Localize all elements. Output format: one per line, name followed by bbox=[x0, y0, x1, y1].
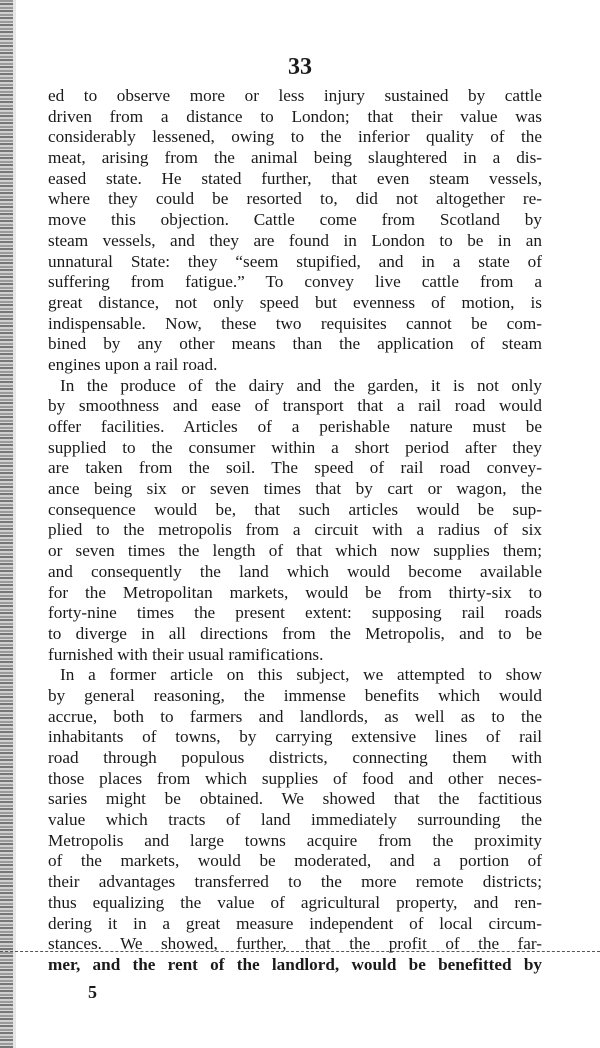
text-line: stances. We showed, further, that the profit of the far- bbox=[48, 934, 542, 954]
text-line: move this objection. Cattle come from Scotland by bbox=[48, 210, 542, 230]
text-line: consequence would be, that such articles would be sup- bbox=[48, 499, 542, 519]
signature-mark: 5 bbox=[88, 982, 97, 1002]
text-line: those places from which supplies of food and other neces- bbox=[48, 768, 542, 788]
text-line: their advantages transferred to the more remote districts; bbox=[48, 872, 542, 892]
text-line: meat, arising from the animal being slaughtered in a dis- bbox=[48, 148, 542, 168]
text-line: to diverge in all directions from the Metropolis, and to be bbox=[48, 623, 542, 643]
text-line: supplied to the consumer within a short period after they bbox=[48, 437, 542, 457]
text-line: for the Metropolitan markets, would be from thirty-six to bbox=[48, 582, 542, 602]
text-line: unnatural State: they “seem stupified, and in a state of bbox=[48, 251, 542, 271]
text-line: by smoothness and ease of transport that a rail road would bbox=[48, 396, 542, 416]
text-line: furnished with their usual ramifications. bbox=[48, 644, 324, 664]
text-line: thus equalizing the value of agricultural property, and ren- bbox=[48, 892, 542, 912]
text-line: steam vessels, and they are found in London to be in an bbox=[48, 230, 542, 250]
text-line: eased state. He stated further, that even steam vessels, bbox=[48, 168, 542, 188]
text-line: dering it in a great measure independent of local circum- bbox=[48, 913, 542, 933]
text-line: mer, and the rent of the landlord, would be benefitted by bbox=[48, 954, 542, 974]
binding-gutter bbox=[13, 0, 16, 1048]
text-line: saries might be obtained. We showed that the factitious bbox=[48, 789, 542, 809]
text-line: inhabitants of towns, by carrying extensive lines of rail bbox=[48, 727, 542, 747]
text-line: accrue, both to farmers and landlords, as well as to the bbox=[48, 706, 542, 726]
text-line: ance being six or seven times that by cart or wagon, the bbox=[48, 479, 542, 499]
text-line: Metropolis and large towns acquire from the proximity bbox=[48, 830, 542, 850]
text-line: bined by any other means than the application of steam bbox=[48, 334, 542, 354]
text-line: suffering from fatigue.” To convey live cattle from a bbox=[48, 272, 542, 292]
text-line: value which tracts of land immediately surrounding the bbox=[48, 810, 542, 830]
scan-artifact-divider bbox=[0, 951, 600, 952]
text-line: driven from a distance to London; that their value was bbox=[48, 106, 542, 126]
text-line: by general reasoning, the immense benefits which would bbox=[48, 685, 542, 705]
text-line: forty-nine times the present extent: supposing rail roads bbox=[48, 603, 542, 623]
text-line: where they could be resorted to, did not altogether re- bbox=[48, 189, 542, 209]
text-line: In the produce of the dairy and the garden, it is not only bbox=[60, 375, 542, 395]
text-line: offer facilities. Articles of a perishable nature must be bbox=[48, 417, 542, 436]
page-number: 33 bbox=[288, 54, 312, 80]
text-line: of the markets, would be moderated, and a portion of bbox=[48, 851, 542, 871]
text-line: considerably lessened, owing to the inferior quality of the bbox=[48, 127, 542, 147]
text-line: or seven times the length of that which now supplies them; bbox=[48, 541, 542, 561]
text-line: indispensable. Now, these two requisites cannot be com- bbox=[48, 313, 542, 333]
book-binding-edge bbox=[0, 0, 13, 1048]
text-line: ed to observe more or less injury sustained by cattle bbox=[48, 86, 542, 105]
text-line: are taken from the soil. The speed of rail road convey- bbox=[48, 458, 542, 478]
text-line: great distance, not only speed but evenness of motion, is bbox=[48, 292, 542, 312]
text-line: road through populous districts, connecting them with bbox=[48, 748, 542, 767]
body-text bbox=[48, 86, 542, 976]
text-line: engines upon a rail road. bbox=[48, 354, 218, 374]
text-line: and consequently the land which would become available bbox=[48, 561, 542, 581]
text-line: In a former article on this subject, we attempted to show bbox=[60, 665, 542, 685]
text-line: plied to the metropolis from a circuit with a radius of six bbox=[48, 520, 542, 540]
